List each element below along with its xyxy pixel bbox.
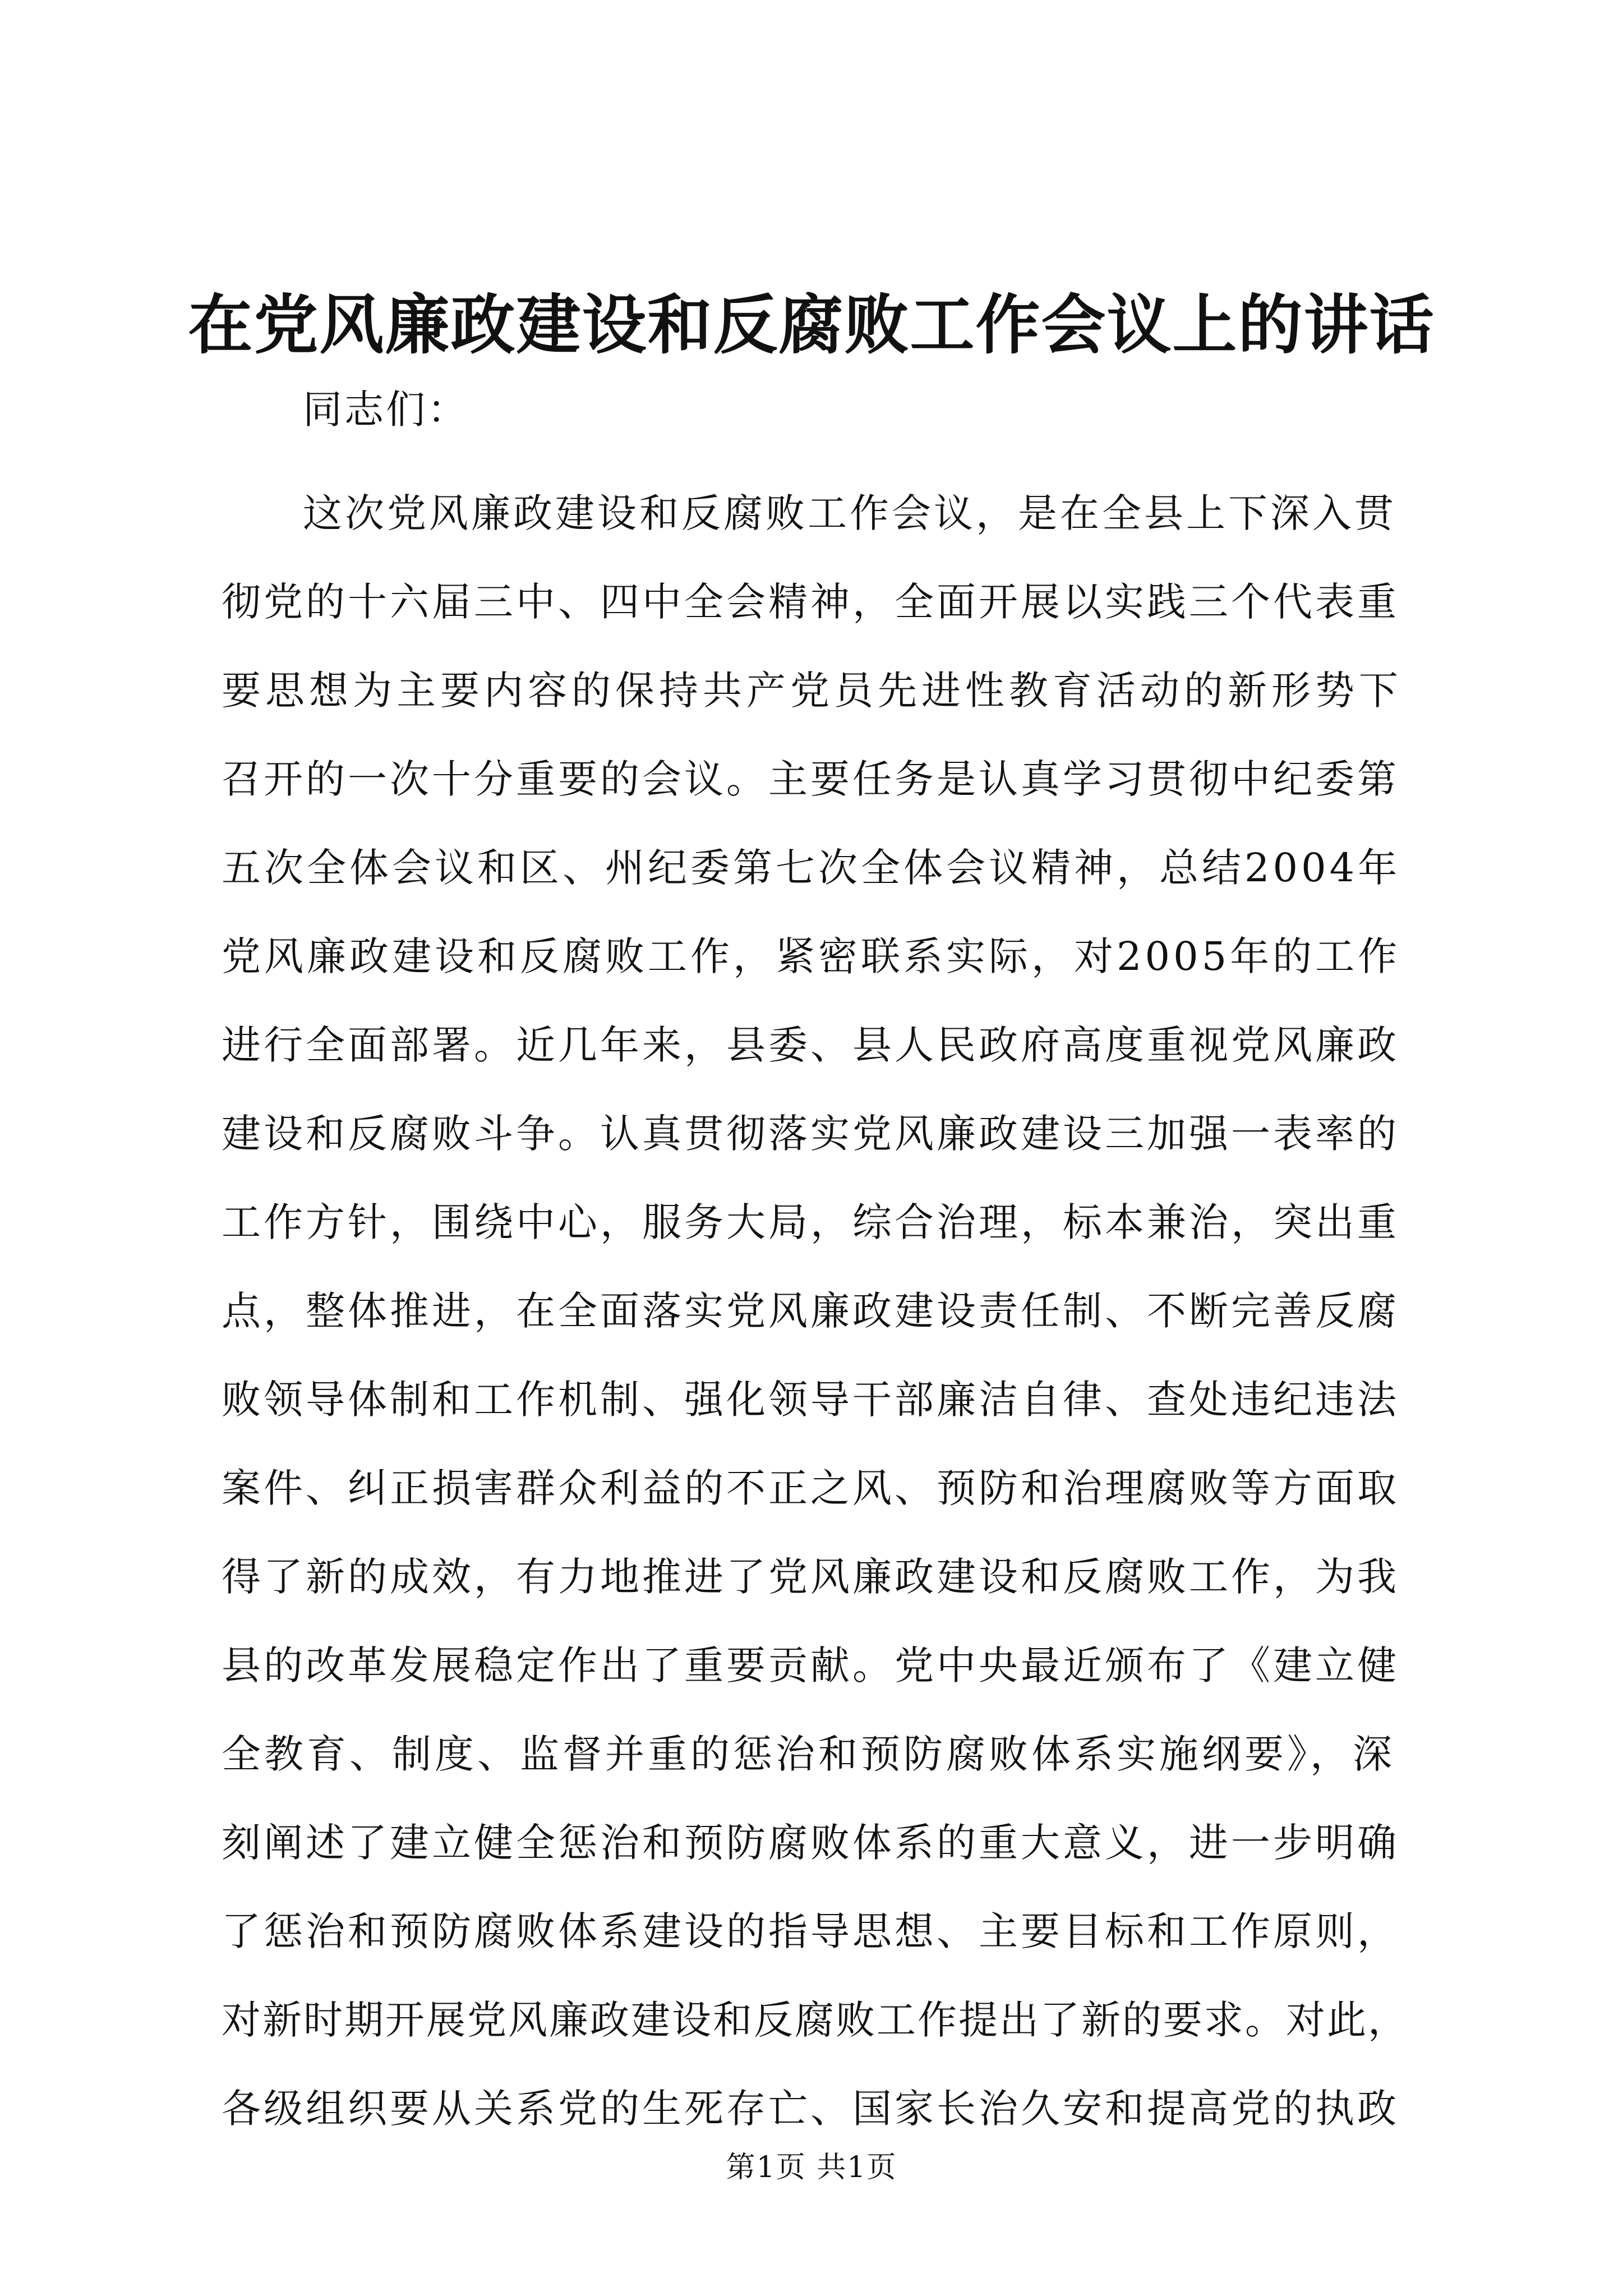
body-line: 案件、纠正损害群众利益的不正之风、预防和治理腐败等方面取 — [222, 1465, 1399, 1511]
body-line: 了惩治和预防腐败体系建设的指导思想、主要目标和工作原则， — [222, 1908, 1399, 1954]
body-line: 召开的一次十分重要的会议。主要任务是认真学习贯彻中纪委第 — [222, 756, 1399, 802]
body-line: 各级组织要从关系党的生死存亡、国家长治久安和提高党的执政 — [222, 2086, 1399, 2132]
document-title: 在党风廉政建设和反腐败工作会议上的讲话 — [188, 287, 1435, 363]
body-line: 党风廉政建设和反腐败工作，紧密联系实际，对2005年的工作 — [222, 933, 1401, 979]
body-line: 刻阐述了建立健全惩治和预防腐败体系的重大意义，进一步明确 — [222, 1820, 1399, 1866]
body-line: 五次全体会议和区、州纪委第七次全体会议精神，总结2004年 — [222, 845, 1401, 891]
body-line: 要思想为主要内容的保持共产党员先进性教育活动的新形势下 — [222, 668, 1403, 714]
body-line: 全教育、制度、监督并重的惩治和预防腐败体系实施纲要》，深 — [222, 1731, 1395, 1777]
body-line: 对新时期开展党风廉政建设和反腐败工作提出了新的要求。对此， — [222, 1997, 1409, 2043]
body-line: 这次党风廉政建设和反腐败工作会议，是在全县上下深入贯 — [303, 490, 1396, 536]
body-line: 彻党的十六届三中、四中全会精神，全面开展以实践三个代表重 — [222, 579, 1399, 625]
body-line: 败领导体制和工作机制、强化领导干部廉洁自律、查处违纪违法 — [222, 1377, 1399, 1423]
body-line: 建设和反腐败斗争。认真贯彻落实党风廉政建设三加强一表率的 — [222, 1111, 1399, 1157]
body-line: 进行全面部署。近几年来，县委、县人民政府高度重视党风廉政 — [222, 1022, 1399, 1068]
body-line: 工作方针，围绕中心，服务大局，综合治理，标本兼治，突出重 — [222, 1199, 1399, 1245]
page-footer: 第1页 共1页 — [726, 2151, 897, 2184]
body-line: 得了新的成效，有力地推进了党风廉政建设和反腐败工作，为我 — [222, 1554, 1399, 1600]
body-line: 点，整体推进，在全面落实党风廉政建设责任制、不断完善反腐 — [222, 1288, 1399, 1334]
body-line: 县的改革发展稳定作出了重要贡献。党中央最近颁布了《建立健 — [222, 1642, 1399, 1688]
salutation: 同志们： — [303, 386, 469, 432]
